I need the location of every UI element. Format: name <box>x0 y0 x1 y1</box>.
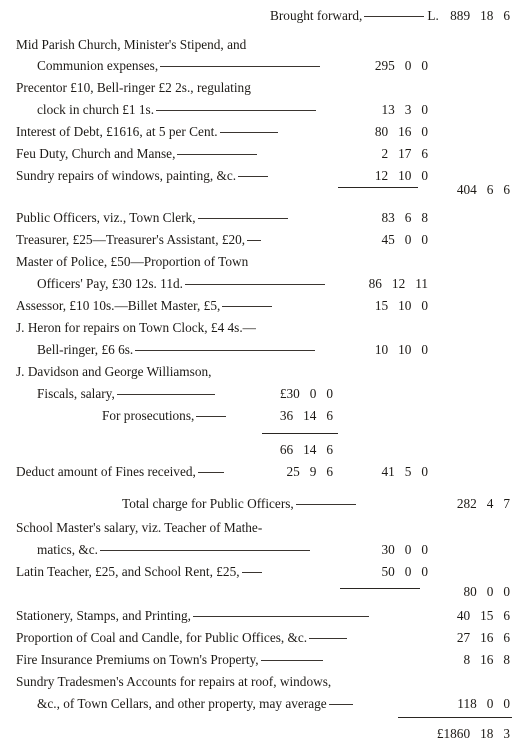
ledger-line: Proportion of Coal and Candle, for Public Offices, &c. <box>16 630 350 646</box>
ledger-line: Latin Teacher, £25, and School Rent, £25, <box>16 564 265 580</box>
ledger-amount: 118 0 0 <box>457 696 510 711</box>
subtotal-school: 80 0 0 <box>463 584 510 599</box>
ledger-amount: 27 16 6 <box>456 630 510 645</box>
deduct-amount: 25 9 6 <box>286 464 333 479</box>
total-officers-label: Total charge for Public Officers, <box>122 496 359 512</box>
ledger-amount: 13 3 0 <box>381 102 428 117</box>
ledger-line: J. Davidson and George Williamson, <box>16 364 212 379</box>
ledger-line: Sundry repairs of windows, painting, &c. <box>16 168 271 184</box>
prosecutions-amount: 36 14 6 <box>279 408 333 423</box>
fiscals-rule <box>262 433 338 434</box>
subtotal-rule <box>340 588 420 589</box>
brought-forward-amount: 889 18 6 <box>450 8 510 23</box>
ledger-line: School Master's salary, viz. Teacher of Mathe- <box>16 520 263 535</box>
ledger-amount: 86 12 11 <box>368 276 428 291</box>
subtotal-church: 404 6 6 <box>456 182 510 197</box>
ledger-line: Fire Insurance Premiums on Town's Property, <box>16 652 326 668</box>
ledger-line: Sundry Tradesmen's Accounts for repairs at roof, windows, <box>16 674 332 689</box>
total-officers-amount: 282 4 7 <box>456 496 510 511</box>
ledger-line: Officers' Pay, £30 12s. 11d. <box>37 276 328 292</box>
ledger-line: matics, &c. <box>37 542 313 558</box>
ledger-line: Fiscals, salary, <box>37 386 218 402</box>
ledger-line: For prosecutions, <box>102 408 229 424</box>
ledger-line: &c., of Town Cellars, and other property, may average <box>37 696 356 712</box>
ledger-amount: 2 17 6 <box>381 146 428 161</box>
ledger-line: Stationery, Stamps, and Printing, <box>16 608 372 624</box>
ledger-amount: 45 0 0 <box>381 232 428 247</box>
fiscals-sum-amount: 66 14 6 <box>279 442 333 457</box>
fiscals-salary-amount: £30 0 0 <box>279 386 333 401</box>
ledger-line: Treasurer, £25—Treasurer's Assistant, £20, <box>16 232 264 248</box>
ledger-line: Deduct amount of Fines received, <box>16 464 227 480</box>
ledger-amount: 12 10 0 <box>374 168 428 183</box>
ledger-line: Interest of Debt, £1616, at 5 per Cent. <box>16 124 281 140</box>
ledger-amount: 50 0 0 <box>381 564 428 579</box>
subtotal-rule <box>338 187 418 188</box>
ledger-amount: 83 6 8 <box>381 210 428 225</box>
grand-total: £1860 18 3 <box>436 726 510 741</box>
ledger-amount: 30 0 0 <box>381 542 428 557</box>
ledger-amount: 8 16 8 <box>463 652 510 667</box>
fiscals-net-amount: 41 5 0 <box>381 464 428 479</box>
ledger-amount: 10 10 0 <box>374 342 428 357</box>
brought-forward-label: Brought forward, L. <box>270 8 439 23</box>
ledger-line: Communion expenses, <box>37 58 323 74</box>
ledger-line: Mid Parish Church, Minister's Stipend, and <box>16 37 247 52</box>
ledger-amount: 80 16 0 <box>374 124 428 139</box>
ledger-line: Feu Duty, Church and Manse, <box>16 146 260 162</box>
ledger-amount: 295 0 0 <box>374 58 428 73</box>
ledger-line: Master of Police, £50—Proportion of Town <box>16 254 249 269</box>
ledger-line: clock in church £1 1s. <box>37 102 319 118</box>
ledger-line: Precentor £10, Bell-ringer £2 2s., regulating <box>16 80 251 95</box>
ledger-line: Bell-ringer, £6 6s. <box>37 342 318 358</box>
ledger-line: Assessor, £10 10s.—Billet Master, £5, <box>16 298 275 314</box>
grand-total-rule <box>398 717 512 718</box>
ledger-line: J. Heron for repairs on Town Clock, £4 4s.— <box>16 320 256 335</box>
ledger-amount: 15 10 0 <box>374 298 428 313</box>
ledger-line: Public Officers, viz., Town Clerk, <box>16 210 291 226</box>
ledger-amount: 40 15 6 <box>456 608 510 623</box>
